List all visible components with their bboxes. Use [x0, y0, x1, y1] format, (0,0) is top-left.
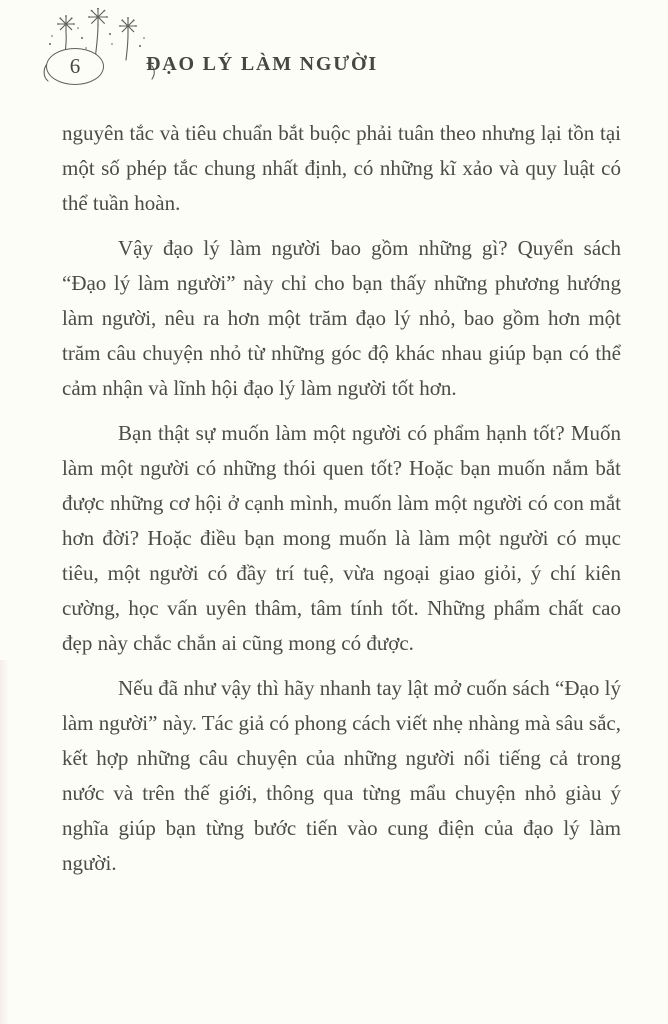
paragraph: Bạn thật sự muốn làm một người có phẩm hạnh tốt? Muốn làm một người có những thói quen tốt? Hoặc bạn muốn nắm bắt được những cơ hội ở cạnh mình, muốn làm một người có con mắt hơn đời? Hoặc điều bạn mong muốn là làm một người có mục tiêu, một người có đầy trí tuệ, vừa ngoại giao giỏi, ý chí kiên cường, học vấn uyên thâm, tâm tính tốt. Những phẩm chất cao đẹp này chắc chắn ai cũng mong có được.: [62, 421, 621, 655]
body-text: [62, 116, 621, 891]
paragraph: Vậy đạo lý làm người bao gồm những gì? Quyển sách “Đạo lý làm người” này chỉ cho bạn thấy những phương hướng làm người, nêu ra hơn một trăm đạo lý nhỏ, bao gồm hơn một trăm câu chuyện nhỏ từ những góc độ khác nhau giúp bạn có thể cảm nhận và lĩnh hội đạo lý làm người tốt hơn.: [62, 236, 621, 400]
page-header-title: ĐẠO LÝ LÀM NGƯỜI: [146, 53, 378, 75]
paragraph: Nếu đã như vậy thì hãy nhanh tay lật mở cuốn sách “Đạo lý làm người” này. Tác giả có phong cách viết nhẹ nhàng mà sâu sắc, kết hợp những câu chuyện của những người nổi tiếng cả trong nước và trên thế giới, thông qua từng mẩu chuyện nhỏ giàu ý nghĩa giúp bạn từng bước tiến vào cung điện của đạo lý làm người.: [62, 676, 621, 875]
paragraph: nguyên tắc và tiêu chuẩn bắt buộc phải tuân theo nhưng lại tồn tại một số phép tắc chung nhất định, có những kĩ xảo và quy luật có thể tuần hoàn.: [62, 121, 621, 215]
page-number: 6: [69, 54, 81, 78]
page-number-badge: [46, 48, 104, 85]
scan-edge-artifact: [0, 660, 9, 1024]
